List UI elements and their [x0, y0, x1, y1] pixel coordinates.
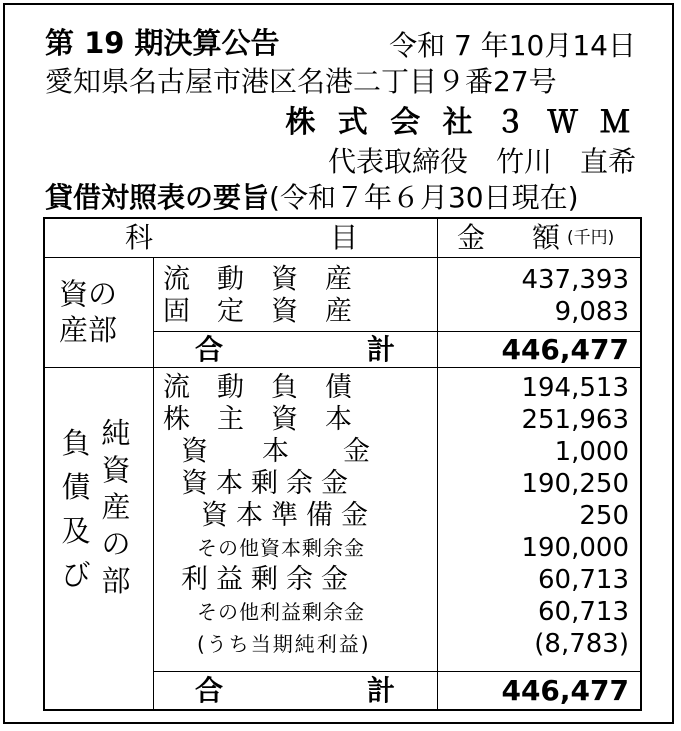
liabilities-row-amount: 250	[579, 501, 629, 531]
balance-sheet-table	[43, 217, 642, 711]
liabilities-label-char: 債	[61, 470, 91, 504]
representative: 代表取締役 竹川 直希	[327, 145, 636, 178]
liabilities-total-label-1: 合	[195, 674, 224, 707]
liabilities-row-label: 資本剰余金	[181, 468, 356, 499]
assets-row-amount: 437,393	[521, 265, 629, 295]
company-name: 株 式 会 社 ３ Ｗ Ｍ	[285, 105, 636, 140]
liabilities-label-char: の	[101, 527, 131, 561]
assets-total-divider	[153, 331, 640, 332]
liabilities-label-char: 及	[61, 514, 91, 548]
liabilities-row-amount: 194,513	[521, 373, 629, 403]
fiscal-period-title: 第 19 期決算公告	[45, 26, 280, 60]
liabilities-row-label: 流 動 負 債	[163, 372, 352, 403]
header-kamoku-1: 科	[125, 221, 154, 254]
liabilities-row-amount: 60,713	[538, 565, 629, 595]
assets-section-divider	[45, 367, 640, 368]
liabilities-row-label: (うち当期純利益)	[197, 632, 371, 656]
liabilities-row-label: 資本準備金	[201, 500, 376, 531]
assets-row-label: 流 動 資 産	[163, 264, 352, 295]
assets-section-label-1: 資の	[59, 277, 118, 311]
liabilities-row-amount: (8,783)	[534, 629, 629, 659]
liabilities-label-char: 産	[101, 490, 131, 524]
notice-date: 令和 7 年10月14日	[389, 29, 636, 62]
header-kamoku	[45, 219, 437, 257]
header-divider	[45, 257, 640, 258]
liabilities-total-divider	[153, 671, 640, 672]
liabilities-row-amount: 1,000	[554, 437, 629, 467]
liabilities-label-col1	[59, 421, 93, 597]
assets-total-label-2: 計	[367, 333, 396, 366]
assets-total-label-1: 合	[195, 333, 224, 366]
liabilities-total-label-2: 計	[367, 674, 396, 707]
header-kingaku	[437, 219, 640, 257]
header-kingaku-1: 金	[457, 221, 486, 254]
liabilities-label-char: 部	[101, 564, 131, 598]
notice-frame	[3, 3, 674, 724]
liabilities-row-label: その他資本剰余金	[197, 536, 365, 560]
header-kamoku-2: 目	[330, 221, 359, 254]
header-unit: (千円)	[567, 228, 615, 248]
liabilities-row-amount: 190,250	[521, 469, 629, 499]
assets-row-amount: 9,083	[554, 297, 629, 327]
assets-row-label: 固 定 資 産	[163, 296, 352, 327]
header-kingaku-2: 額	[532, 221, 561, 254]
liabilities-row-label: 利益剰余金	[181, 564, 356, 595]
liabilities-row-label: 資 本 金	[181, 436, 370, 467]
balance-sheet-title-main: 貸借対照表の要旨	[45, 181, 270, 214]
company-address: 愛知県名古屋市港区名港二丁目９番27号	[45, 65, 557, 98]
assets-total-amount: 446,477	[501, 333, 629, 366]
balance-sheet-title	[45, 181, 579, 215]
assets-section-label-2: 産部	[59, 313, 118, 347]
liabilities-row-label: その他利益剰余金	[197, 600, 365, 624]
liabilities-row-amount: 60,713	[538, 597, 629, 627]
liabilities-label-col2	[99, 415, 133, 600]
liabilities-label-char: 純	[101, 416, 131, 450]
liabilities-label-char: 負	[61, 426, 91, 460]
liabilities-total-amount: 446,477	[501, 674, 629, 707]
liabilities-row-label: 株 主 資 本	[163, 404, 352, 435]
liabilities-row-amount: 190,000	[521, 533, 629, 563]
balance-sheet-title-date: (令和７年６月30日現在)	[269, 181, 579, 214]
section-column-divider	[153, 257, 154, 709]
liabilities-label-char: 資	[101, 453, 131, 487]
liabilities-label-char: び	[61, 558, 91, 592]
liabilities-row-amount: 251,963	[521, 405, 629, 435]
